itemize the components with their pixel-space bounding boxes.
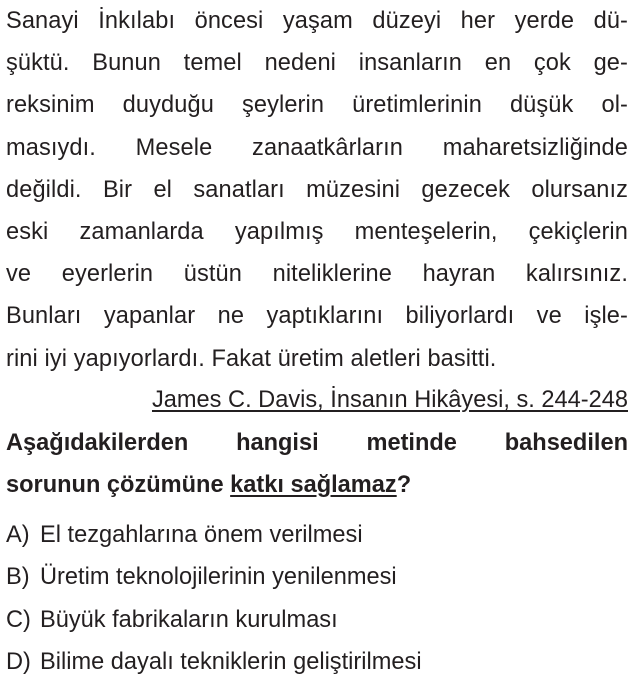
question-line-1: Aşağıdakilerden hangisi metinde bahsedilen (6, 429, 628, 456)
passage-line: ve eyerlerin üstün niteliklerine hayran kalırsınız. (6, 261, 628, 288)
question-emphasis: katkı sağlamaz (230, 471, 397, 498)
passage-line: Sanayi İnkılabı öncesi yaşam düzeyi her yerde dü- (6, 8, 628, 34)
option-letter: C) (6, 606, 31, 633)
option-c[interactable] (6, 599, 628, 642)
question-prefix: sorunun çözümüne (6, 471, 231, 498)
option-text: Büyük fabrikaların kurulması (40, 606, 338, 633)
option-letter: B) (6, 564, 30, 591)
option-text: Üretim teknolojilerinin yenilenmesi (40, 564, 397, 591)
passage-line: reksinim duyduğu şeylerin üretimlerinin düşük ol- (6, 92, 628, 119)
option-b[interactable] (6, 556, 628, 599)
option-d[interactable] (6, 641, 628, 684)
answer-options (6, 514, 628, 684)
option-text: El tezgahlarına önem verilmesi (40, 521, 363, 548)
passage-source: James C. Davis, İnsanın Hikâyesi, s. 244-248 (151, 386, 628, 413)
passage-line: masıydı. Mesele zanaatkârların maharetsizliğinde (6, 134, 628, 161)
passage (6, 0, 628, 420)
question-stem (6, 422, 628, 506)
option-text: Bilime dayalı tekniklerin geliştirilmesi (40, 649, 422, 676)
option-letter: D) (6, 649, 31, 676)
question-suffix: ? (396, 471, 412, 498)
passage-line: rini iyi yapıyorlardı. Fakat üretim aletleri basitti. (6, 345, 497, 372)
option-a[interactable] (6, 514, 628, 557)
passage-line: şüktü. Bunun temel nedeni insanların en çok ge- (6, 50, 628, 77)
passage-line: eski zamanlarda yapılmış menteşelerin, çekiçlerin (6, 218, 628, 245)
passage-line: değildi. Bir el sanatları müzesini gezecek olursanız (6, 176, 628, 203)
option-letter: A) (6, 521, 30, 548)
question-line-2 (6, 464, 628, 506)
passage-line: Bunları yapanlar ne yaptıklarını biliyorlardı ve işle- (6, 303, 628, 330)
question-page (6, 0, 628, 684)
